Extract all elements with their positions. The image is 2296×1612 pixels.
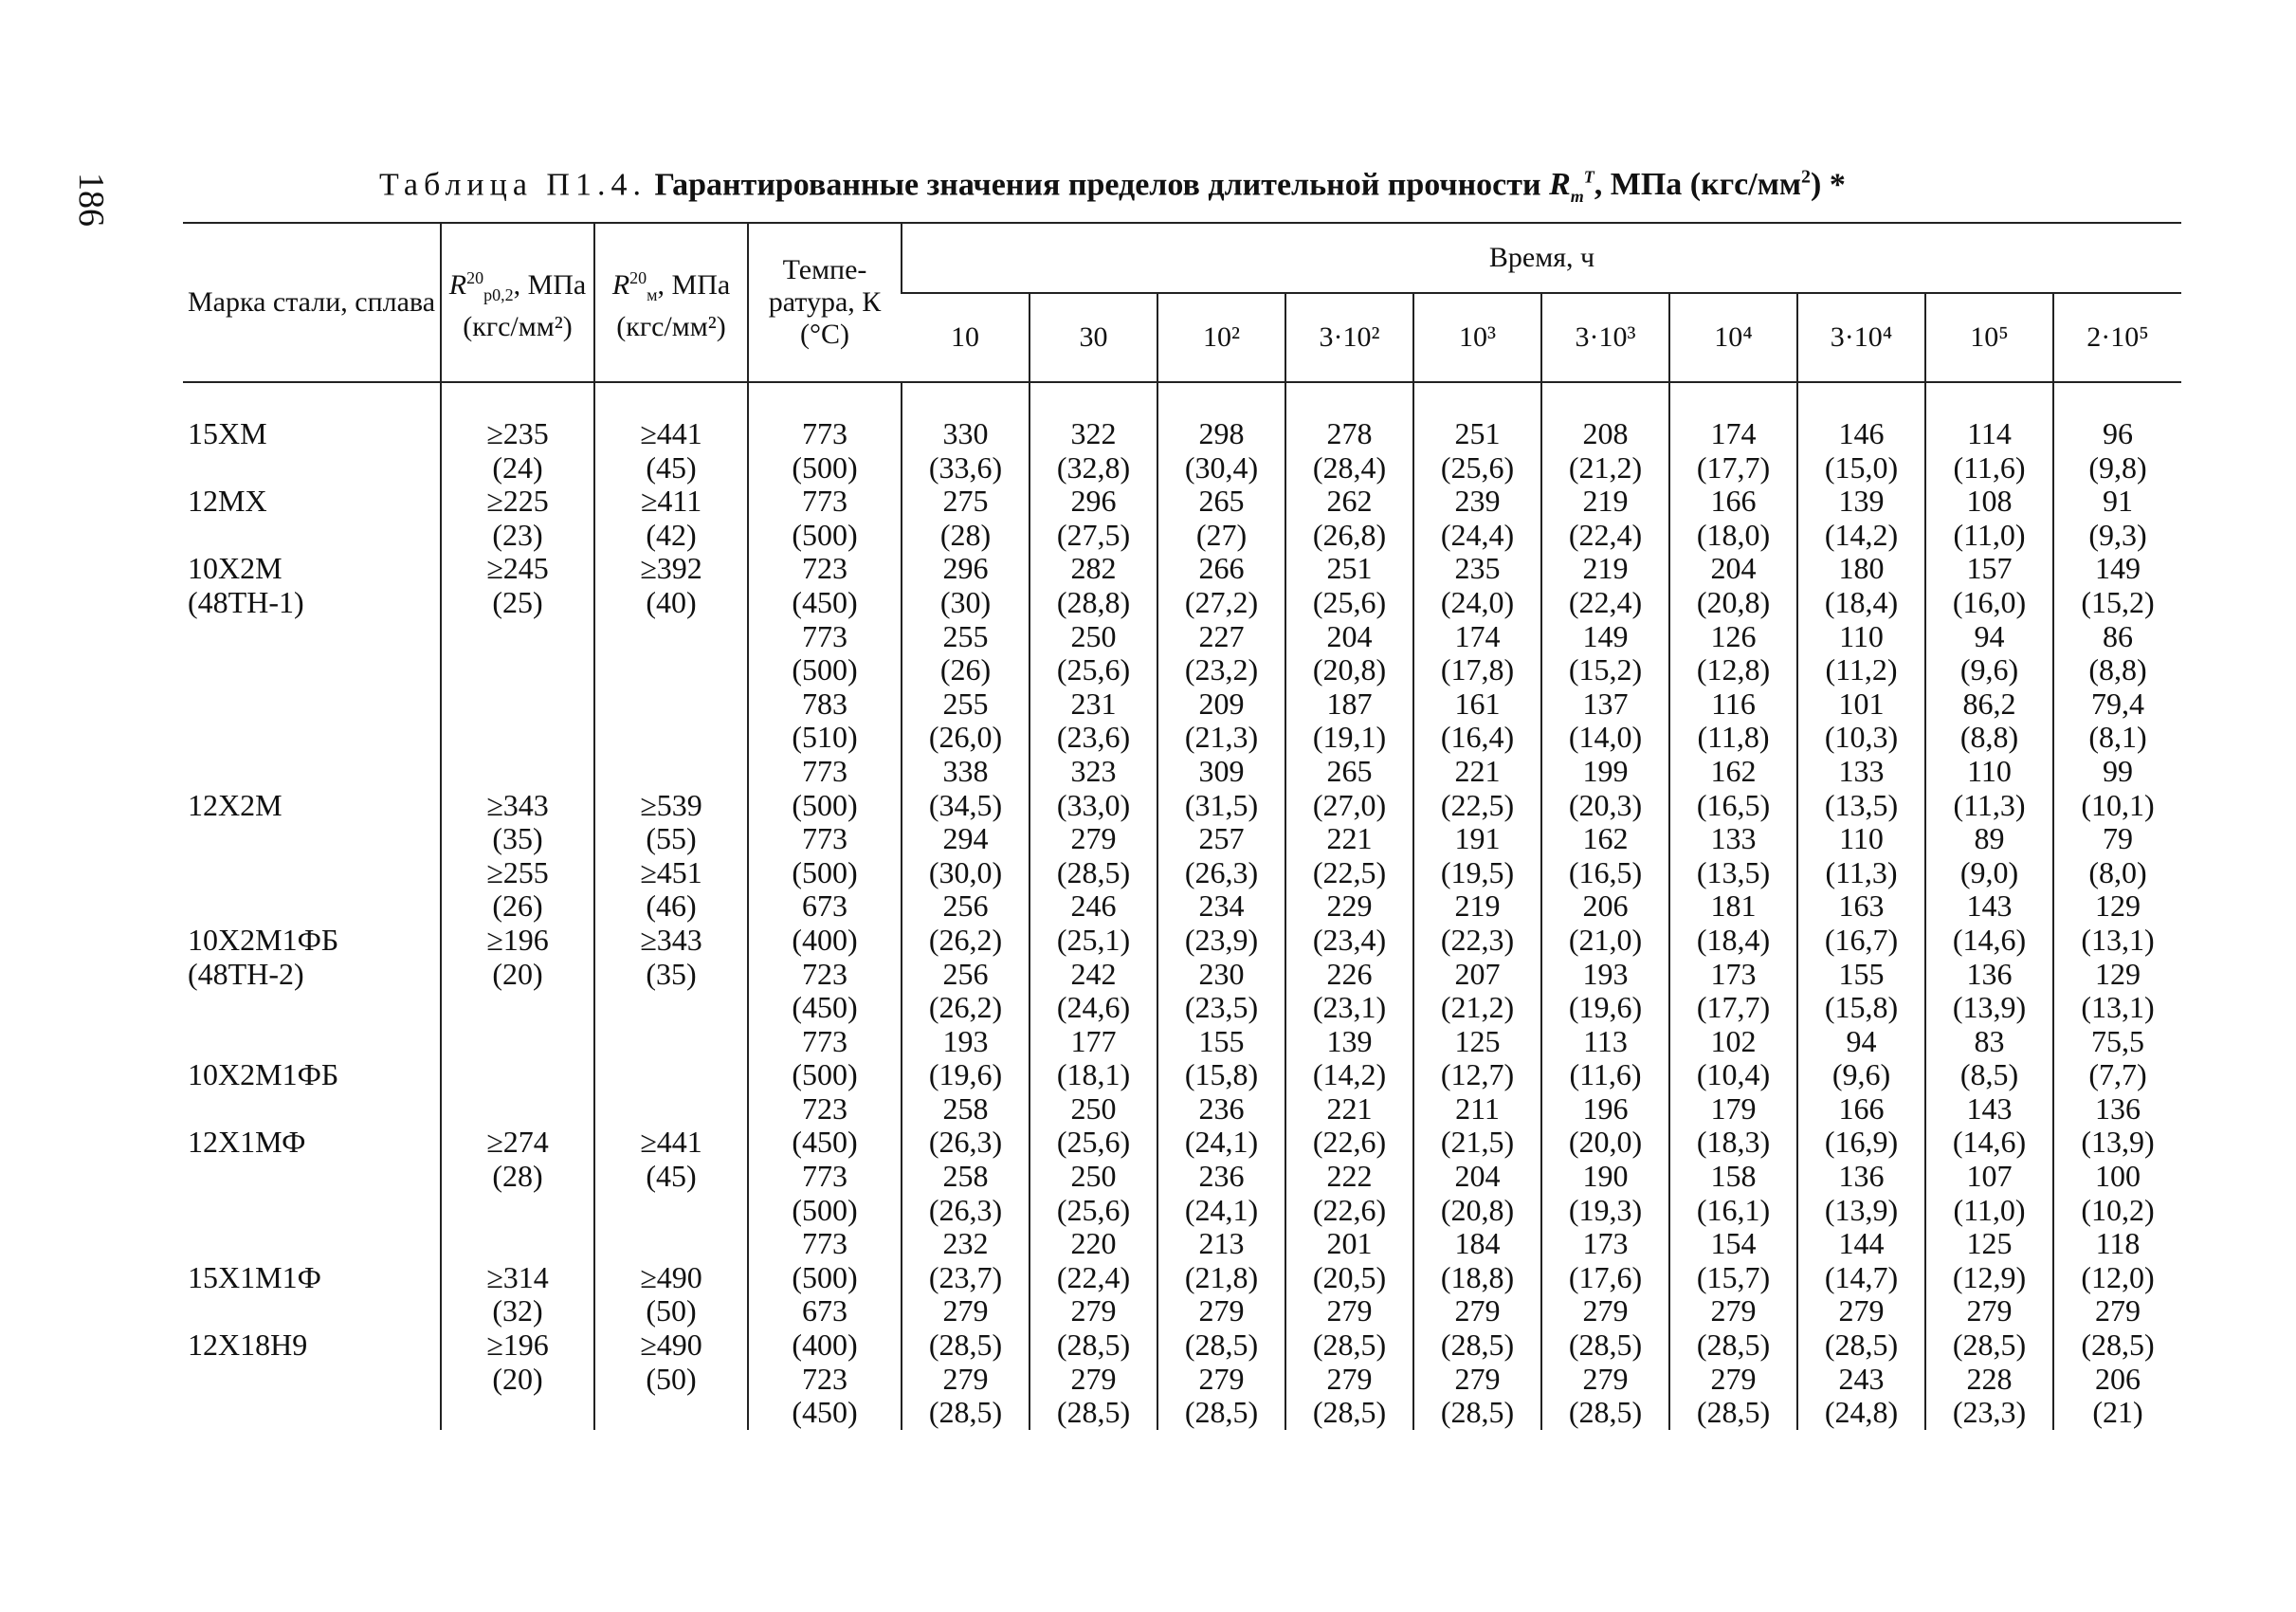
cell-temperature: 773 (500) 773 (500) 723 (450) 773 (500) 783 (510) 773 (500) 773 (500) 673 (400) 723 (450) 773 (500) 723 (450) 773 (500) 773 (500) 673 (400) 723 (450)	[748, 417, 902, 1430]
header-time-3e4: 3·10⁴	[1797, 293, 1925, 382]
table-title-symbol: $R_m^T$	[1549, 167, 1594, 207]
table-title-note: *	[1821, 167, 1846, 203]
header-grade: Марка стали, сплава	[183, 223, 441, 382]
header-time: Время, ч	[902, 223, 2181, 293]
strength-table	[183, 222, 2181, 1430]
cell-time-1e3: 251 (25,6) 239 (24,4) 235 (24,0) 174 (17,8) 161 (16,4) 221 (22,5) 191 (19,5) 219 (22,3) 207 (21,2) 125 (12,7) 211 (21,5) 204 (20,8) 184 (18,8) 279 (28,5) 279 (28,5)	[1413, 417, 1541, 1430]
cell-time-3e4: 146 (15,0) 139 (14,2) 180 (18,4) 110 (11,2) 101 (10,3) 133 (13,5) 110 (11,3) 163 (16,7) 155 (15,8) 94 (9,6) 166 (16,9) 136 (13,9) 144 (14,7) 279 (28,5) 243 (24,8)	[1797, 417, 1925, 1430]
header-time-3e3: 3·10³	[1541, 293, 1669, 382]
header-rm: $R^{20}_м$, МПа (кгс/мм²)	[594, 223, 748, 382]
header-time-10: 10	[902, 293, 1030, 382]
cell-time-1e2: 298 (30,4) 265 (27) 266 (27,2) 227 (23,2) 209 (21,3) 309 (31,5) 257 (26,3) 234 (23,9) 230 (23,5) 155 (15,8) 236 (24,1) 236 (24,1) 213 (21,8) 279 (28,5) 279 (28,5)	[1157, 417, 1285, 1430]
cell-grade: 15ХМ 12МХ 10Х2М (48ТН-1) 12Х2М 10Х2М1ФБ (48ТН-2) 10Х2М1ФБ 12Х1МФ 15Х1М1Ф 12Х18Н9	[188, 416, 339, 1363]
header-time-1e2: 10²	[1157, 293, 1285, 382]
cell-time-1e4: 174 (17,7) 166 (18,0) 204 (20,8) 126 (12,8) 116 (11,8) 162 (16,5) 133 (13,5) 181 (18,4) 173 (17,7) 102 (10,4) 179 (18,3) 158 (16,1) 154 (15,7) 279 (28,5) 279 (28,5)	[1669, 417, 1797, 1430]
cell-time-2e5: 96 (9,8) 91 (9,3) 149 (15,2) 86 (8,8) 79,4 (8,1) 99 (10,1) 79 (8,0) 129 (13,1) 129 (13,1) 75,5 (7,7) 136 (13,9) 100 (10,2) 118 (12,0) 279 (28,5) 206 (21)	[2053, 417, 2181, 1430]
table-title-units: , МПа $(кгс/мм^2)$	[1594, 167, 1822, 203]
header-time-1e4: 10⁴	[1669, 293, 1797, 382]
header-rp02: $R^{20}_{p0,2}$, МПа (кгс/мм²)	[441, 223, 594, 382]
cell-rm: ≥441 (45) ≥411 (42) ≥392 (40) ≥539 (55) ≥451 (46) ≥343 (35) ≥441 (45) ≥490 (50) ≥490 (50)	[594, 417, 748, 1430]
header-temperature: Темпе-ратура, К (°С)	[748, 223, 902, 382]
cell-time-3e3: 208 (21,2) 219 (22,4) 219 (22,4) 149 (15,2) 137 (14,0) 199 (20,3) 162 (16,5) 206 (21,0) 193 (19,6) 113 (11,6) 196 (20,0) 190 (19,3) 173 (17,6) 279 (28,5) 279 (28,5)	[1541, 417, 1669, 1430]
header-time-1e3: 10³	[1413, 293, 1541, 382]
cell-time-1e5: 114 (11,6) 108 (11,0) 157 (16,0) 94 (9,6) 86,2 (8,8) 110 (11,3) 89 (9,0) 143 (14,6) 136 (13,9) 83 (8,5) 143 (14,6) 107 (11,0) 125 (12,9) 279 (28,5) 228 (23,3)	[1925, 417, 2053, 1430]
table-title-main: Гарантированные значения пределов длительной прочности	[654, 167, 1541, 203]
header-time-2e5: 2·10⁵	[2053, 293, 2181, 382]
header-time-30: 30	[1030, 293, 1157, 382]
table-title	[379, 167, 2180, 207]
table-row	[183, 417, 2181, 1430]
cell-rp02: ≥235 (24) ≥225 (23) ≥245 (25) ≥343 (35) ≥255 (26) ≥196 (20) ≥274 (28) ≥314 (32) ≥196 (20)	[441, 417, 594, 1430]
cell-time-3e2: 278 (28,4) 262 (26,8) 251 (25,6) 204 (20,8) 187 (19,1) 265 (27,0) 221 (22,5) 229 (23,4) 226 (23,1) 139 (14,2) 221 (22,6) 222 (22,6) 201 (20,5) 279 (28,5) 279 (28,5)	[1285, 417, 1413, 1430]
page-number: 186	[71, 173, 111, 227]
cell-time-10: 330 (33,6) 275 (28) 296 (30) 255 (26) 255 (26,0) 338 (34,5) 294 (30,0) 256 (26,2) 256 (26,2) 193 (19,6) 258 (26,3) 258 (26,3) 232 (23,7) 279 (28,5) 279 (28,5)	[902, 417, 1030, 1430]
header-time-3e2: 3·10²	[1285, 293, 1413, 382]
header-time-1e5: 10⁵	[1925, 293, 2053, 382]
cell-time-30: 322 (32,8) 296 (27,5) 282 (28,8) 250 (25,6) 231 (23,6) 323 (33,0) 279 (28,5) 246 (25,1) 242 (24,6) 177 (18,1) 250 (25,6) 250 (25,6) 220 (22,4) 279 (28,5) 279 (28,5)	[1030, 417, 1157, 1430]
table-title-lead: Таблица П1.4.	[379, 167, 647, 203]
